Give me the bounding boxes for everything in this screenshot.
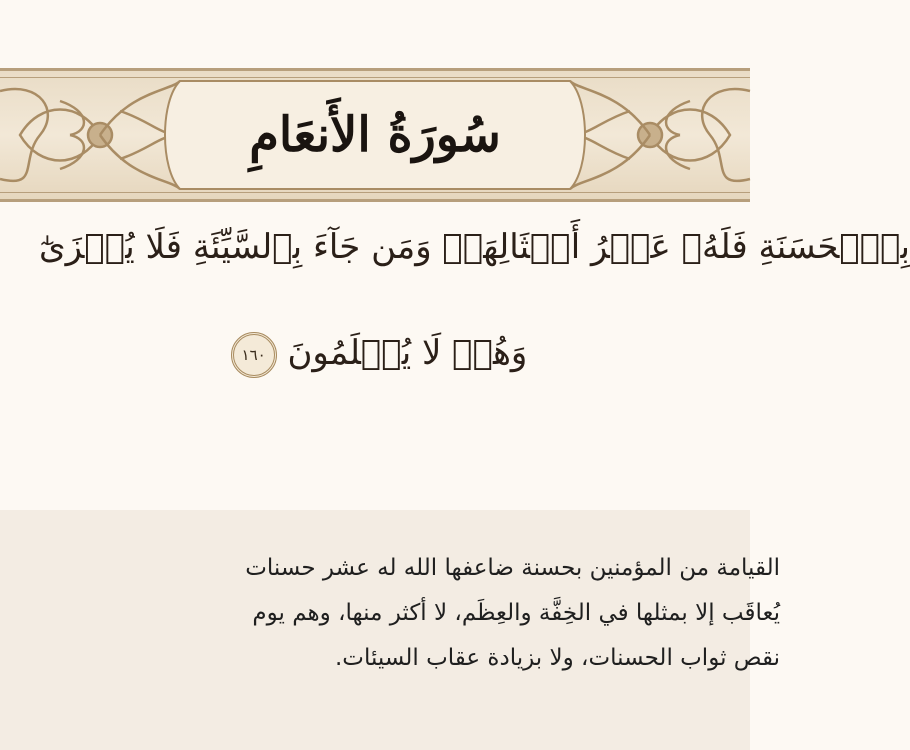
surah-title: سُورَةُ الأَنعَامِ <box>249 107 501 163</box>
tafsir-line-3: نقص ثواب الحسنات، ولا بزيادة عقاب السيئات. <box>335 645 780 671</box>
tafsir-panel <box>0 510 780 750</box>
tafsir-text <box>20 546 780 681</box>
tafsir-line-2: يُعاقَب إلا بمثلها في الخِفَّة والعِظَم، لا أكثر منها، وهم يوم <box>252 600 780 626</box>
ayah-number-marker: ١٦٠ <box>231 332 277 378</box>
verse-line-1: بِٱلۡحَسَنَةِ فَلَهُۥ عَشۡرُ أَمۡثَالِهَاۖ وَمَن جَآءَ بِٱلسَّيِّئَةِ فَلَا يُجۡزَىٰٓ <box>39 227 910 267</box>
surah-header-banner <box>0 68 750 202</box>
tafsir-line-1: القيامة من المؤمنين بحسنة ضاعفها الله له عشر حسنات <box>245 555 780 581</box>
verse-line-2-text: وَهُمۡ لَا يُظۡلَمُونَ <box>287 333 528 373</box>
verse-line-2 <box>0 328 750 378</box>
